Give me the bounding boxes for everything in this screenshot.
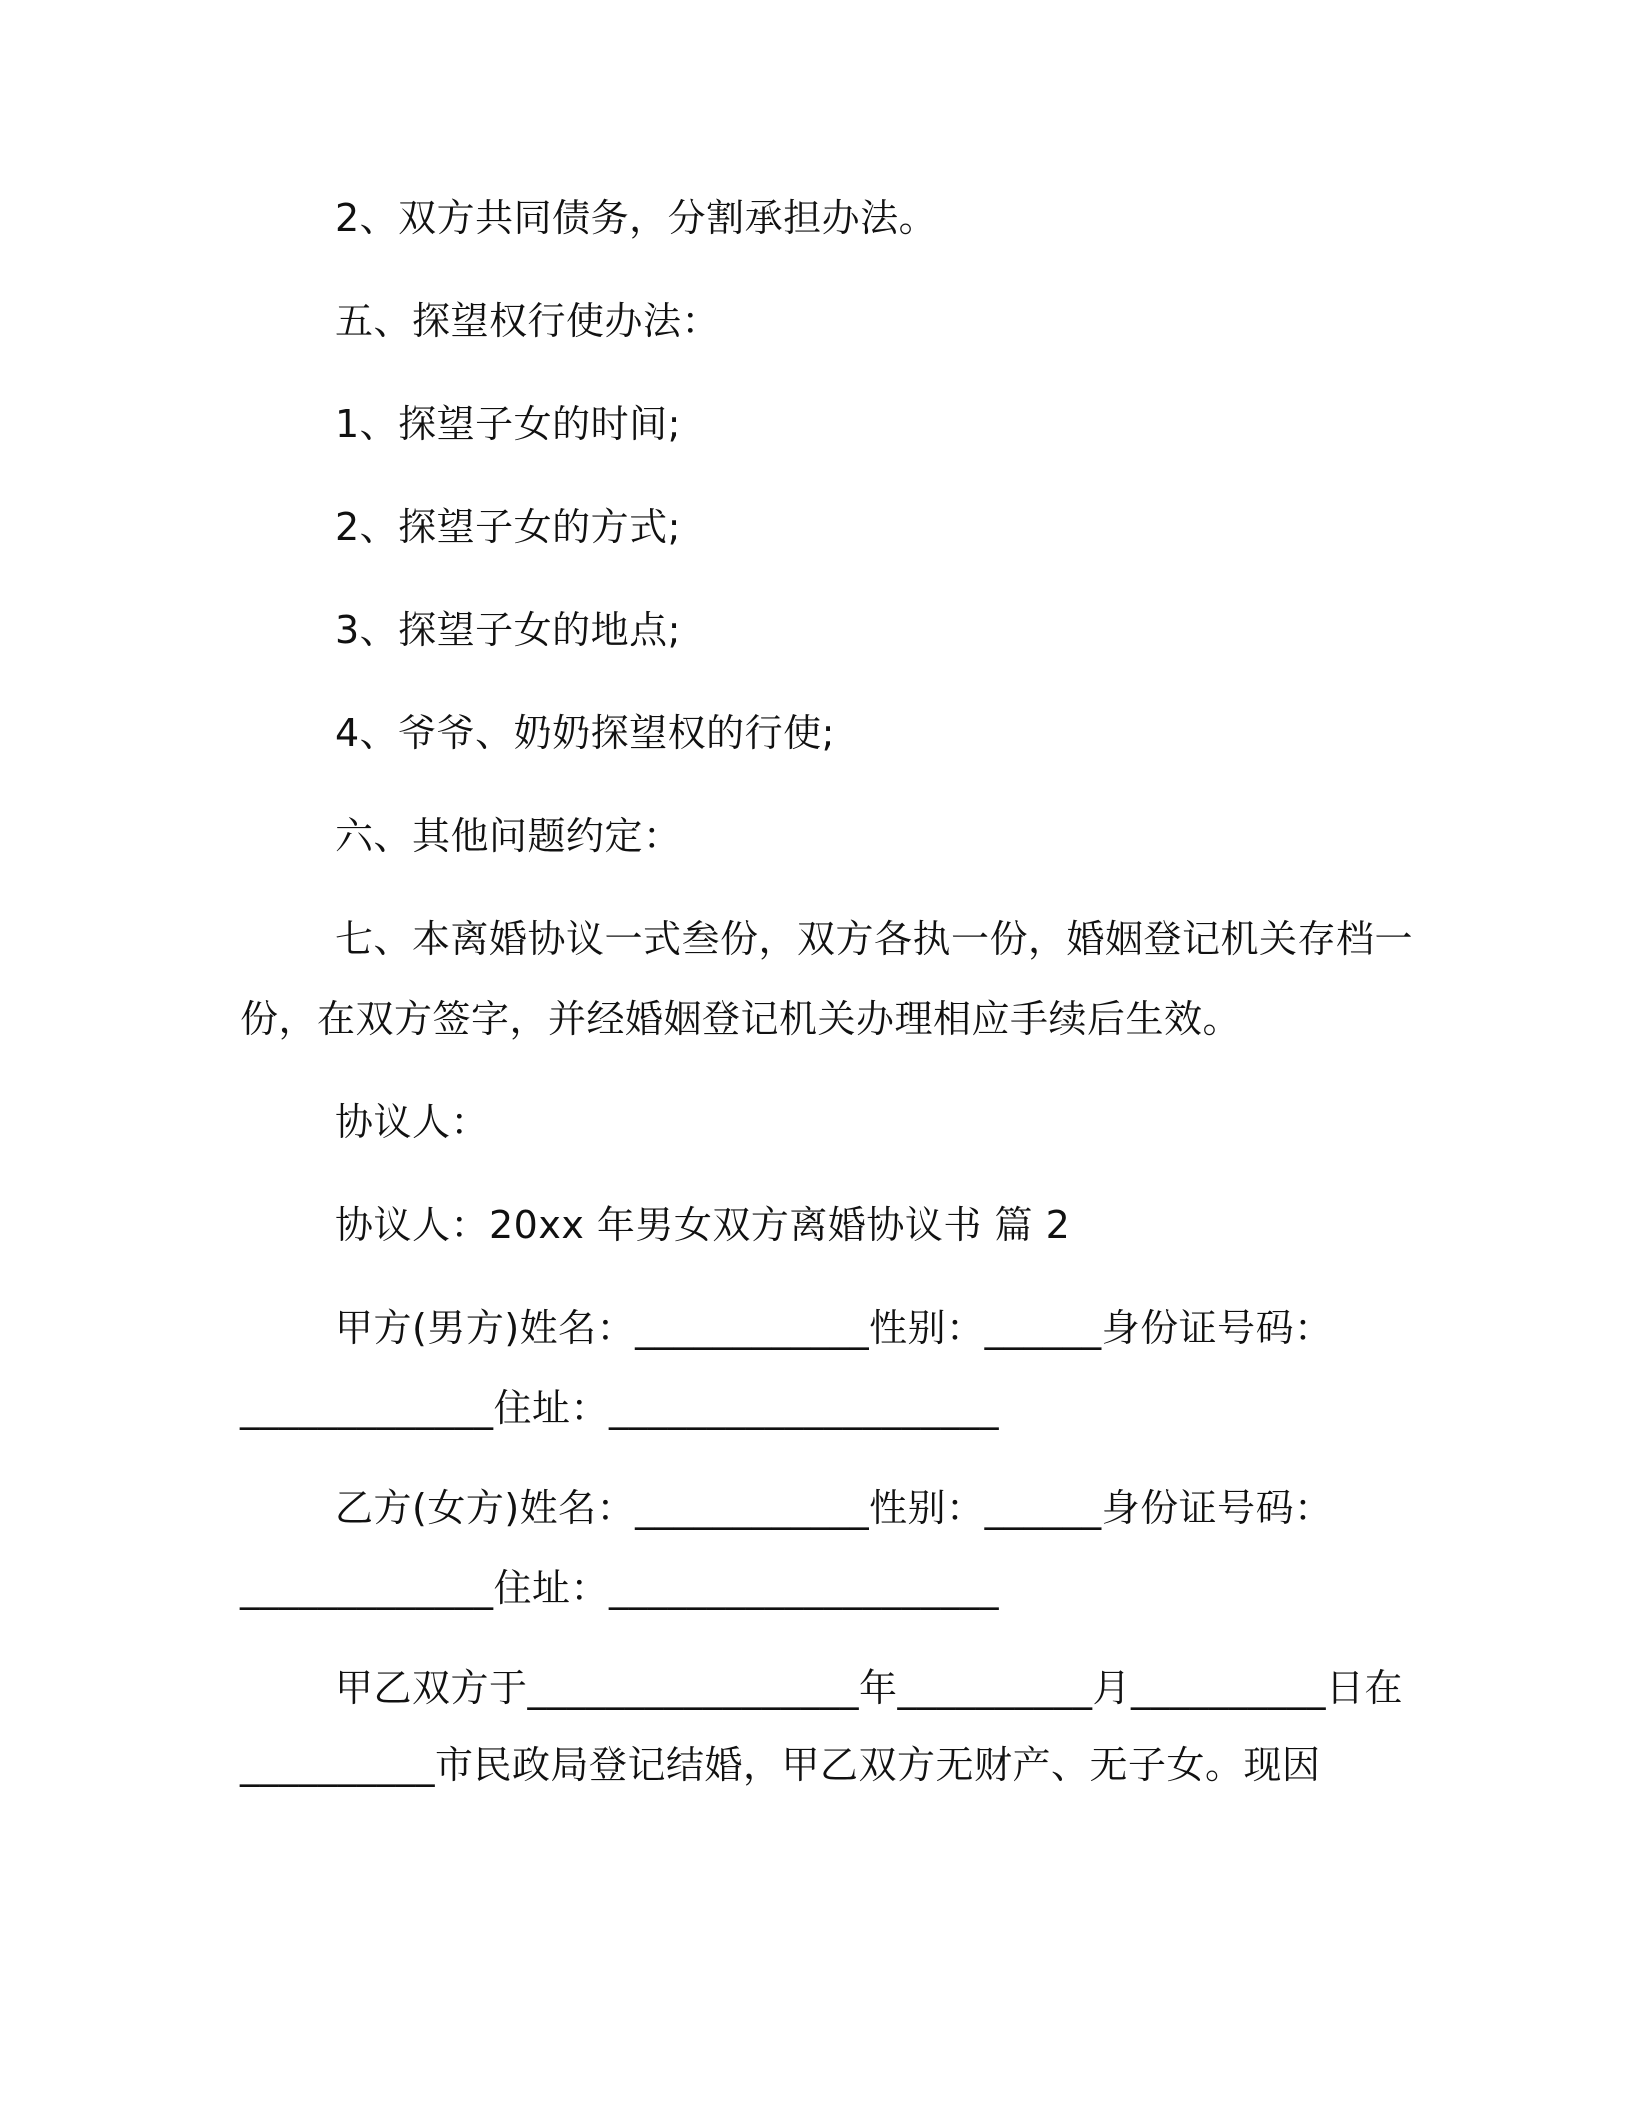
marriage-registration-line-2: __________市民政局登记结婚，甲乙双方无财产、无子女。现因 [240, 1743, 1321, 1787]
clause-visitation-place: 3、探望子女的地点; [335, 608, 681, 652]
clause-debt-division: 2、双方共同债务，分割承担办法。 [335, 196, 938, 240]
party-b-info-line-1: 乙方(女方)姓名：____________性别：______身份证号码： [335, 1486, 1333, 1530]
party-a-info-line-2: _____________住址：____________________ [240, 1386, 1000, 1430]
clause-grandparents-visitation: 4、爷爷、奶奶探望权的行使; [335, 711, 835, 755]
clause-visitation-time: 1、探望子女的时间; [335, 402, 681, 446]
party-a-info-line-1: 甲方(男方)姓名：____________性别：______身份证号码： [335, 1306, 1333, 1350]
party-b-info-line-2: _____________住址：____________________ [240, 1566, 1000, 1610]
section-copies-line-1: 七、本离婚协议一式叁份，双方各执一份，婚姻登记机关存档一 [335, 917, 1414, 961]
signatory-title-line: 协议人：20xx 年男女双方离婚协议书 篇 2 [335, 1203, 1071, 1247]
signatory-label: 协议人： [335, 1100, 490, 1144]
section-other-matters-heading: 六、其他问题约定： [335, 814, 682, 858]
marriage-registration-line-1: 甲乙双方于_________________年__________月__________日在 [335, 1666, 1404, 1710]
clause-visitation-method: 2、探望子女的方式; [335, 505, 681, 549]
section-copies-line-2: 份，在双方签字，并经婚姻登记机关办理相应手续后生效。 [240, 997, 1242, 1041]
section-visitation-heading: 五、探望权行使办法： [335, 299, 721, 343]
